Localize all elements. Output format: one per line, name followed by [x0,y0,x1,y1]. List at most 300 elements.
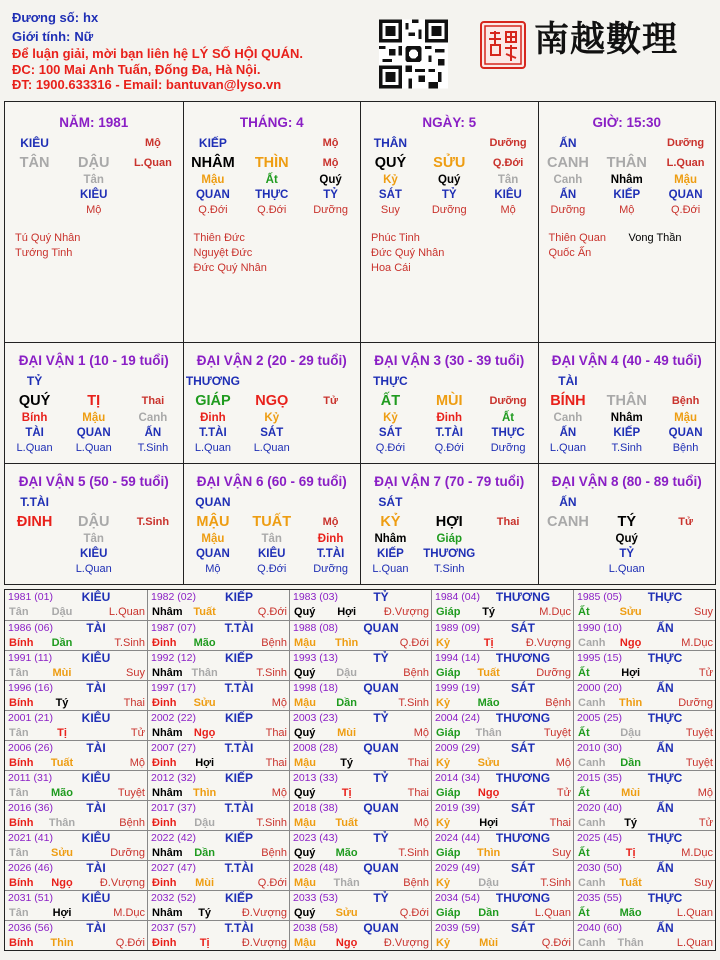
annual-cell[interactable] [289,921,431,950]
annual-god: KIẾP [224,771,253,785]
annual-state: Dưỡng [536,667,571,679]
code-line [12,8,372,27]
annual-stem: Bính [9,757,34,769]
annual-cell[interactable] [573,590,715,620]
annual-god: TÀI [86,921,106,935]
annual-god: ẤN [656,681,674,695]
annual-state: Q.Đới [115,937,145,949]
dv-hidden-god: KIÊU [79,548,108,560]
annual-year: 2020 (40) [577,802,622,814]
dv-hidden-stem: Đinh [436,412,463,424]
dai-van-title: ĐẠI VẬN 1 (10 - 19 tuổi) [18,353,169,368]
annual-year: 2029 (49) [435,862,480,874]
annual-cell[interactable] [289,681,431,710]
annual-state: Thai [265,757,287,769]
annual-state: Q.Đới [257,877,287,889]
annual-stem: Giáp [436,787,461,799]
dv-hidden-god: T.TÀI [435,427,463,439]
annual-stem: Giáp [436,847,461,859]
annual-branch: Thìn [619,697,643,709]
annual-cell[interactable] [147,891,289,920]
dv-branch: HỢI [435,514,463,530]
annual-god: T.TÀI [224,621,254,635]
dv-hidden-stem: Mậu [201,533,225,545]
annual-cell[interactable] [5,711,147,740]
hidden-god: ẤN [559,189,577,201]
empty-cell [5,188,64,203]
annual-branch: Mùi [337,727,357,739]
hidden-state: Q.Đới [198,204,228,216]
contact-line-3[interactable]: ĐT: 1900.633316 - Email: bantuvan@lyso.vn [12,77,282,92]
annual-stem: Bính [9,697,34,709]
dv-state: Dưỡng [489,395,527,407]
dv-state: Tử [678,516,693,528]
annual-god: T.TÀI [224,681,254,695]
annual-year: 1994 (14) [435,652,480,664]
dv-god: TÀI [558,374,578,388]
dv-hidden-state: Bệnh [672,442,699,454]
annual-god: QUAN [363,621,399,635]
dv-hidden-god: QUAN [195,548,230,560]
annual-state: Thai [407,787,429,799]
annual-god: TỶ [373,651,389,665]
annual-cell[interactable] [147,741,289,770]
annual-cell[interactable] [431,831,573,860]
annual-year: 1982 (02) [151,591,196,603]
annual-god: QUAN [363,681,399,695]
annual-cell[interactable] [5,861,147,890]
hidden-god: TỶ [441,189,457,201]
annual-state: Bệnh [403,667,429,679]
annual-god: QUAN [363,801,399,815]
pillar-title: GIỜ: 15:30 [592,115,662,130]
annual-state: T.Sinh [398,847,429,859]
annual-year: 2011 (31) [8,772,53,784]
annual-cell[interactable] [573,891,715,920]
annual-cell[interactable] [147,681,289,710]
annual-branch: Hợi [479,817,499,829]
dai-van-title: ĐẠI VẬN 4 (40 - 49 tuổi) [551,353,702,368]
star-item: Thiên Đức [193,232,245,244]
dv-state: Thai [141,395,165,407]
empty-cell [123,188,182,203]
annual-state: T.Sinh [256,817,287,829]
annual-year: 1986 (06) [8,622,53,634]
annual-year: 2002 (22) [151,712,196,724]
annual-god: QUAN [363,741,399,755]
earthly-branch: THÌN [254,155,289,171]
annual-state: Đ.Vượng [383,606,429,618]
annual-state: Mộ [271,697,287,709]
annual-row [5,800,715,830]
annual-cell[interactable] [289,831,431,860]
annual-branch: Thân [333,877,360,889]
dv-hidden-god: ẤN [144,427,162,439]
annual-god: THỰC [647,590,683,604]
annual-year: 2038 (58) [293,922,338,934]
dv-state: Tử [323,395,338,407]
annual-branch: Mùi [621,787,641,799]
dai-van-6[interactable] [183,464,361,584]
dv-god: THƯƠNG [185,374,240,388]
annual-branch: Thìn [193,787,217,799]
hidden-state: Dưỡng [550,204,586,216]
annual-year: 2033 (53) [293,892,338,904]
annual-cell[interactable] [573,921,715,950]
annual-year: 2009 (29) [435,742,480,754]
dai-van-5[interactable] [5,464,183,584]
annual-cell[interactable] [5,891,147,920]
qr-code-icon[interactable] [379,19,448,89]
annual-cell[interactable] [289,711,431,740]
annual-state: Tuyệt [685,757,713,769]
branch-state: Mộ [322,157,339,169]
dv-hidden-stem: Kỷ [264,412,280,424]
annual-cell[interactable] [5,801,147,830]
dv-hidden-god: QUAN [668,427,703,439]
annual-branch: Thìn [335,637,359,649]
stem-god: ẤN [559,136,577,150]
annual-state: Dưỡng [678,697,713,709]
gender-value: Nữ [74,29,94,44]
annual-branch: Hợi [195,757,215,769]
dv-hidden-stem: Đinh [200,412,226,424]
annual-god: THƯƠNG [495,891,551,905]
dai-van-2[interactable] [183,343,361,463]
annual-cell[interactable] [431,891,573,920]
annual-cell[interactable] [431,651,573,680]
heavenly-stem: CANH [546,155,589,171]
dv-hidden-state: Mộ [205,563,221,575]
hidden-god: TỶ [323,189,338,201]
annual-cell[interactable] [147,621,289,650]
annual-state: M.Dục [539,606,571,618]
annual-year: 1995 (15) [577,652,622,664]
pillar-table [539,133,716,173]
annual-year: 1998 (18) [293,682,338,694]
annual-state: Tử [130,727,145,739]
dai-van-table [361,371,538,411]
annual-cell[interactable] [431,771,573,800]
annual-state: T.Sinh [540,877,571,889]
annual-cell[interactable] [289,801,431,830]
annual-god: SÁT [511,621,535,635]
annual-branch: Tị [341,787,352,799]
annual-god: ẤN [656,741,674,755]
hidden-state: Mộ [86,204,102,216]
annual-stem: Quý [294,847,316,859]
hidden-state: Suy [380,204,400,216]
annual-cell[interactable] [147,651,289,680]
annual-state: Bệnh [403,877,429,889]
annual-cell[interactable] [147,861,289,890]
annual-year: 1987 (07) [151,622,196,634]
annual-branch: Tý [198,907,212,919]
annual-stem: Kỷ [436,637,451,649]
annual-stem: Nhâm [152,787,183,799]
dv-hidden-god: T.TÀI [316,548,345,560]
annual-year: 2010 (30) [577,742,622,754]
stem-god: KIẾP [198,136,227,150]
annual-cell[interactable] [5,921,147,950]
annual-god: THƯƠNG [495,771,551,785]
annual-god: KIÊU [81,771,111,785]
annual-branch: Dậu [194,817,215,829]
annual-cell[interactable] [289,590,431,620]
annual-branch: Dậu [620,727,641,739]
dv-hidden-god: SÁT [260,427,284,439]
dai-van-table [5,492,183,532]
annual-cell[interactable] [289,861,431,890]
annual-cell[interactable] [573,831,715,860]
dai-van-title: ĐẠI VẬN 8 (80 - 89 tuổi) [551,474,702,489]
annual-cell[interactable] [573,681,715,710]
annual-cell[interactable] [5,621,147,650]
stem-state: Mộ [144,137,161,149]
annual-year: 2019 (39) [435,802,480,814]
annual-state: Thai [549,817,571,829]
auxiliary-stars [371,231,538,276]
annual-year: 2023 (43) [293,832,338,844]
annual-god: TỶ [373,891,389,905]
earthly-branch: DẬU [78,155,110,171]
dai-van-title: ĐẠI VẬN 3 (30 - 39 tuổi) [374,353,525,368]
annual-cell[interactable] [431,621,573,650]
annual-state: Mộ [413,727,429,739]
annual-cell[interactable] [147,771,289,800]
annual-stem: Đinh [152,937,177,949]
empty-cell [539,562,598,576]
annual-god: SÁT [511,921,535,935]
annual-god: THƯƠNG [495,651,551,665]
annual-cell[interactable] [431,711,573,740]
annual-stem: Bính [9,937,34,949]
annual-branch: Thân [617,937,644,949]
annual-stem: Mậu [294,637,316,649]
hidden-god: QUAN [668,189,703,201]
hidden-stem: Quý [438,174,461,186]
earthly-branch: THÂN [606,155,647,171]
annual-year: 2030 (50) [577,862,622,874]
annual-branch: Dậu [336,667,357,679]
annual-year: 2024 (44) [435,832,480,844]
contact-line-1: Để luận giải, mời bạn liên hệ LÝ SỐ HỘI QUÁN. [12,46,303,61]
dv-hidden-state: T.Sinh [137,442,169,454]
annual-god: T.TÀI [224,861,254,875]
annual-year: 2017 (37) [151,802,196,814]
annual-year: 2036 (56) [8,922,53,934]
annual-cell[interactable] [573,621,715,650]
empty-cell [5,562,64,576]
annual-stem: Giáp [436,727,461,739]
annual-branch: Tuất [619,877,642,889]
annual-stem: Kỷ [436,757,451,769]
annual-stem: Kỷ [436,817,451,829]
annual-god: T.TÀI [224,801,254,815]
annual-year: 1999 (19) [435,682,480,694]
annual-god: KIÊU [81,711,111,725]
dai-van-table [361,492,538,532]
empty-cell [479,562,538,576]
annual-state: M.Dục [681,847,713,859]
dv-hidden-god: QUAN [76,427,111,439]
annual-luck-table [4,589,716,951]
dv-hidden-state: L.Quan [253,442,290,454]
dv-hidden-state: Dưỡng [313,563,348,575]
annual-branch: Dậu [478,877,499,889]
annual-god: KIẾP [224,651,253,665]
annual-state: Q.Đới [257,606,287,618]
annual-branch: Thìn [50,937,74,949]
annual-god: THỰC [647,891,683,905]
hidden-stems-table [539,173,716,217]
empty-cell [539,532,598,547]
annual-cell[interactable] [431,741,573,770]
annual-year: 1985 (05) [577,591,622,603]
dv-hidden-table [184,532,361,576]
annual-cell[interactable] [431,590,573,620]
pillar-table [184,133,361,173]
empty-cell [656,547,715,562]
annual-cell[interactable] [5,681,147,710]
annual-branch: Tý [340,757,354,769]
annual-year: 2018 (38) [293,802,338,814]
empty-cell [539,547,598,562]
annual-state: Suy [694,877,713,889]
annual-branch: Dần [51,637,73,649]
annual-cell[interactable] [5,590,147,620]
annual-year: 2034 (54) [435,892,480,904]
annual-branch: Sửu [193,697,216,709]
dai-van-table [5,371,183,411]
annual-cell[interactable] [289,741,431,770]
annual-year: 2025 (45) [577,832,622,844]
annual-year: 1992 (12) [151,652,196,664]
dv-god: SÁT [378,495,403,509]
annual-cell[interactable] [431,861,573,890]
dv-branch: TỊ [87,393,101,409]
annual-cell[interactable] [147,590,289,620]
annual-cell[interactable] [5,651,147,680]
heavenly-stem: TÂN [19,155,50,171]
annual-god: ẤN [656,801,674,815]
annual-cell[interactable] [573,711,715,740]
hidden-state: Q.Đới [257,204,287,216]
annual-row [5,650,715,680]
dv-hidden-stem: Đinh [317,533,344,545]
annual-stem: Tân [9,606,29,618]
dv-hidden-god: THƯƠNG [423,548,476,560]
annual-year: 2037 (57) [151,922,196,934]
contact-line-2: ĐC: 100 Mai Anh Tuấn, Đống Đa, Hà Nội. [12,61,261,77]
annual-stem: Nhâm [152,727,183,739]
annual-cell[interactable] [147,831,289,860]
annual-cell[interactable] [573,741,715,770]
dai-van-4[interactable] [538,343,716,463]
annual-branch: Tý [482,606,496,618]
empty-cell [301,411,360,426]
annual-cell[interactable] [289,891,431,920]
annual-god: ẤN [656,621,674,635]
annual-branch: Sửu [619,606,642,618]
pillar-0 [5,102,183,342]
annual-branch: Hợi [621,667,641,679]
annual-cell[interactable] [5,741,147,770]
annual-god: TỶ [373,831,389,845]
annual-cell[interactable] [5,831,147,860]
dv-hidden-table [539,411,716,455]
empty-cell [301,426,360,441]
annual-state: Q.Đới [399,907,429,919]
annual-stem: Giáp [436,606,461,618]
dv-stem: GIÁP [195,393,231,409]
annual-cell[interactable] [289,651,431,680]
star-column [371,231,451,276]
empty-cell [656,532,715,547]
annual-state: Tuyệt [117,787,145,799]
annual-cell[interactable] [573,771,715,800]
annual-year: 2028 (48) [293,862,338,874]
annual-year: 2006 (26) [8,742,53,754]
annual-year: 2008 (28) [293,742,338,754]
annual-branch: Thân [48,817,76,829]
annual-cell[interactable] [289,771,431,800]
dv-state: T.Sinh [136,516,170,528]
annual-cell[interactable] [5,771,147,800]
dai-van-7[interactable] [360,464,538,584]
annual-stem: Giáp [436,667,461,679]
annual-cell[interactable] [147,711,289,740]
annual-cell[interactable] [573,861,715,890]
annual-branch: Tuất [193,606,216,618]
annual-year: 1988 (08) [293,622,338,634]
annual-year: 1981 (01) [8,591,53,603]
annual-cell[interactable] [431,801,573,830]
annual-cell[interactable] [147,801,289,830]
annual-year: 2005 (25) [577,712,622,724]
dv-god: QUAN [195,495,231,509]
annual-stem: Kỷ [436,937,451,949]
annual-cell[interactable] [431,681,573,710]
annual-state: Mộ [271,787,287,799]
annual-cell[interactable] [289,621,431,650]
annual-stem: Mậu [294,937,316,949]
annual-state: Thai [407,757,429,769]
dai-van-1[interactable] [5,343,183,463]
empty-cell [5,547,64,562]
dai-van-3[interactable] [360,343,538,463]
annual-cell[interactable] [147,921,289,950]
annual-stem: Bính [9,877,34,889]
dv-hidden-stem: Quý [615,533,638,545]
annual-stem: Đinh [152,757,177,769]
annual-cell[interactable] [573,801,715,830]
stem-state: Dưỡng [489,137,527,149]
dai-van-8[interactable] [538,464,716,584]
dv-hidden-table [361,532,538,576]
annual-state: M.Dục [113,907,145,919]
annual-cell[interactable] [431,921,573,950]
dv-hidden-god: KIẾP [376,548,404,560]
hidden-state: Mộ [500,204,516,216]
annual-god: KIẾP [224,590,253,604]
hidden-stem: Mậu [674,174,698,186]
annual-stem: Giáp [436,907,461,919]
annual-cell[interactable] [573,651,715,680]
dv-stem: QUÝ [18,393,51,409]
annual-row [5,830,715,860]
pillar-table [5,133,183,173]
